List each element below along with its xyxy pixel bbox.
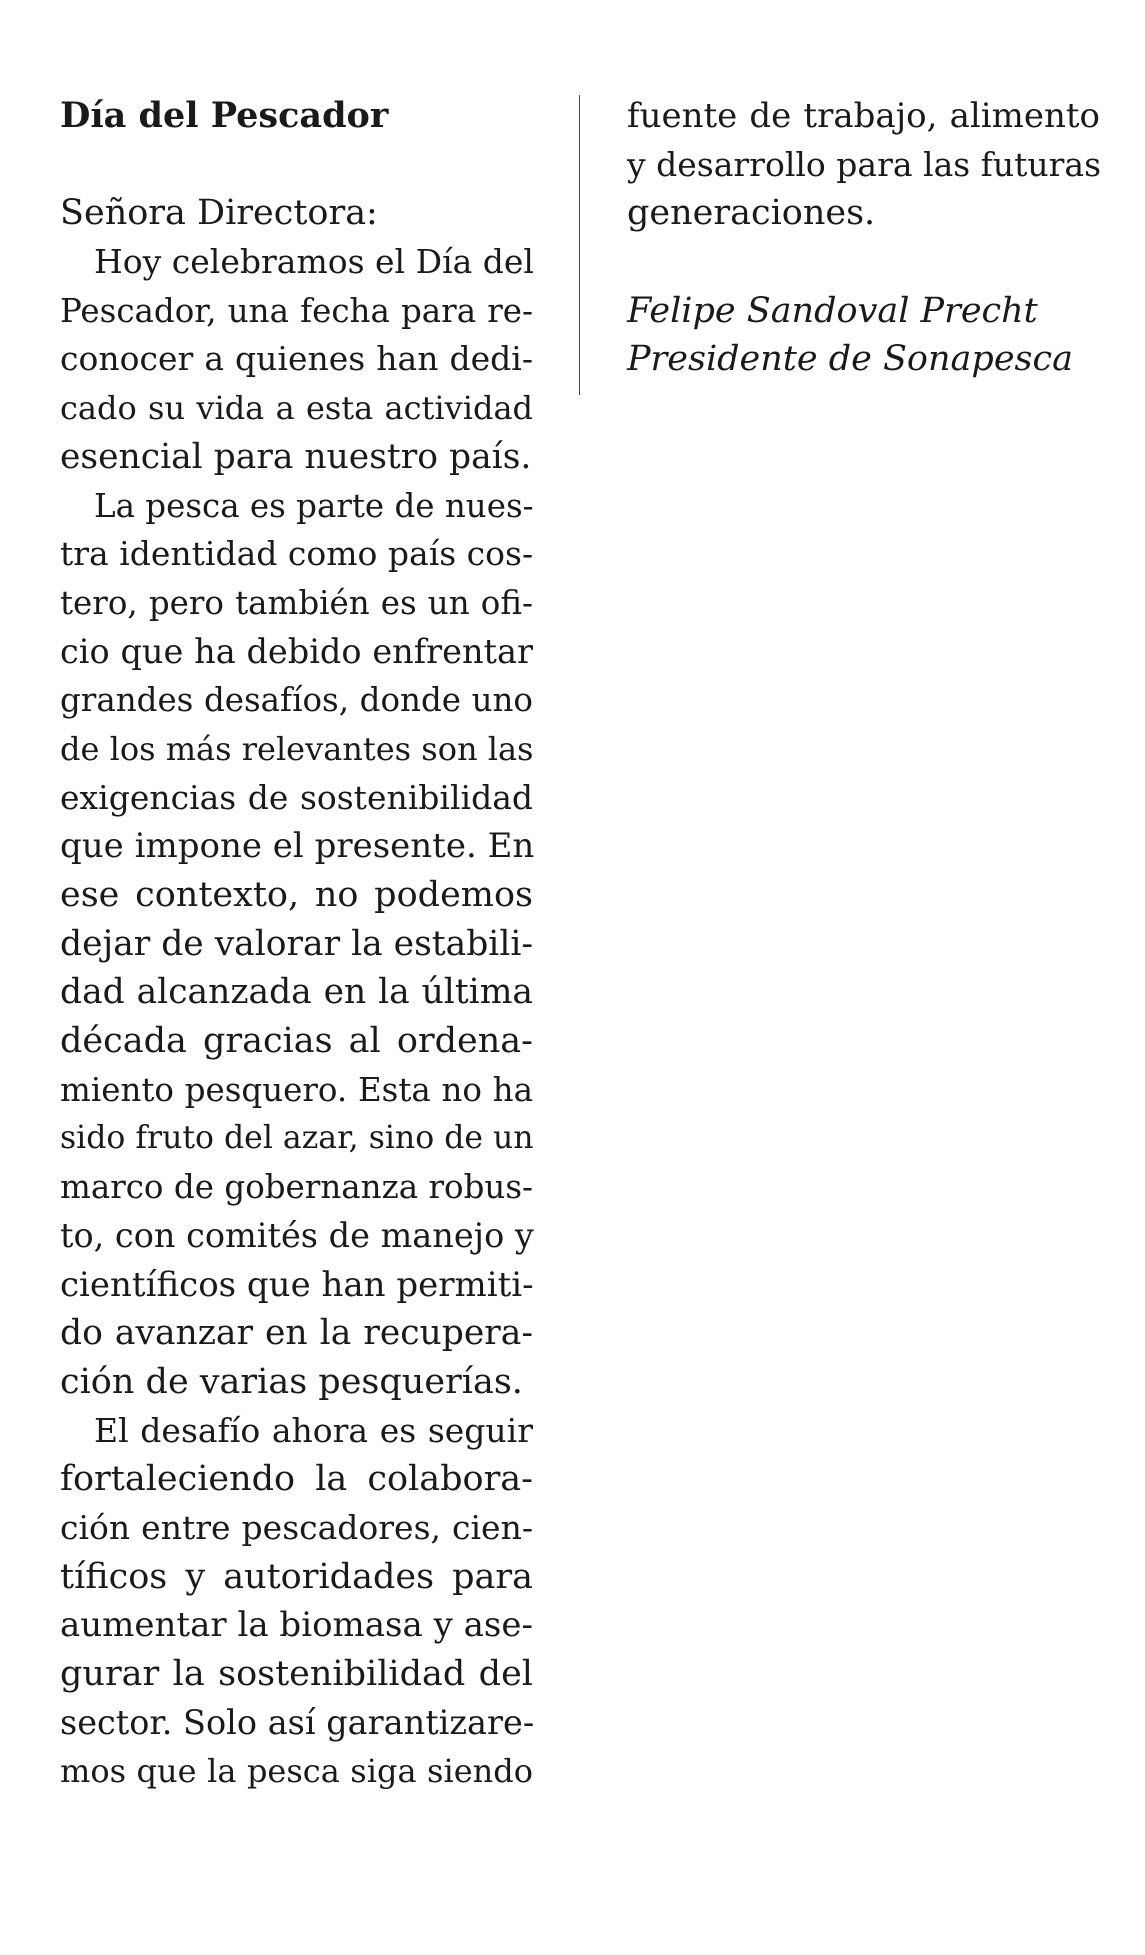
body-line: y desarrollo para las futuras: [627, 144, 1102, 184]
spacer: [627, 238, 1100, 287]
signature-name: Felipe Sandoval Precht: [627, 290, 1038, 331]
body-line: gurar la sostenibilidad del: [60, 1654, 533, 1694]
body-line: Pescador, una fecha para re-: [60, 291, 533, 330]
body-line: cado su vida a esta actividad: [60, 389, 533, 428]
body-line: El desafío ahora es seguir: [94, 1410, 533, 1450]
letter-body-right: [627, 92, 1100, 238]
body-line: fortaleciendo la colabora-: [60, 1459, 533, 1500]
body-line: científicos que han permiti-: [60, 1264, 534, 1305]
body-line: sido fruto del azar, sino de un: [60, 1120, 534, 1157]
body-line: miento pesquero. Esta no ha: [60, 1070, 533, 1109]
right-column: [627, 92, 1100, 384]
column-divider: [579, 95, 580, 395]
body-line: fuente de trabajo, alimento: [627, 96, 1100, 136]
body-line: dad alcanzada en la última: [60, 972, 533, 1013]
body-line: marco de gobernanza robus-: [60, 1168, 533, 1207]
body-line: do avanzar en la recupera-: [60, 1313, 533, 1354]
salutation: Señora Directora:: [60, 193, 378, 234]
body-line: grandes desafíos, donde uno: [60, 681, 533, 720]
body-line: de los más relevantes son las: [60, 729, 534, 768]
left-column: [60, 92, 533, 1796]
body-line: conocer a quienes han dedi-: [60, 339, 533, 379]
body-line: mos que la pesca siga siendo: [60, 1752, 533, 1791]
body-line: tíficos y autoridades para: [60, 1556, 533, 1597]
body-line: cio que ha debido enfrentar: [60, 631, 533, 671]
body-line: La pesca es parte de nues-: [94, 486, 534, 525]
letter-body-left: [60, 238, 533, 1796]
body-line: to, con comités de manejo y: [60, 1215, 534, 1255]
body-line: ción entre pescadores, cien-: [60, 1507, 533, 1547]
body-line: esencial para nuestro país.: [60, 436, 532, 477]
body-line: tero, pero también es un ofi-: [60, 583, 533, 622]
body-line: aumentar la biomasa y ase-: [60, 1605, 533, 1646]
signature-title: Presidente de Sonapesca: [627, 339, 1073, 380]
letter-headline: Día del Pescador: [60, 95, 389, 136]
body-line: ción de varias pesquerías.: [60, 1361, 523, 1402]
body-line: tra identidad como país cos-: [60, 534, 534, 574]
body-line: sector. Solo así garantizare-: [60, 1702, 535, 1742]
body-line: Hoy celebramos el Día del: [94, 242, 534, 282]
body-line: que impone el presente. En: [60, 826, 535, 867]
body-line: dejar de valorar la estabili-: [60, 923, 534, 964]
body-line: exigencias de sostenibilidad: [60, 777, 533, 817]
body-line: década gracias al ordena-: [60, 1021, 533, 1062]
spacer: [60, 141, 533, 190]
body-line: ese contexto, no podemos: [60, 875, 533, 915]
body-line: generaciones.: [627, 193, 876, 234]
